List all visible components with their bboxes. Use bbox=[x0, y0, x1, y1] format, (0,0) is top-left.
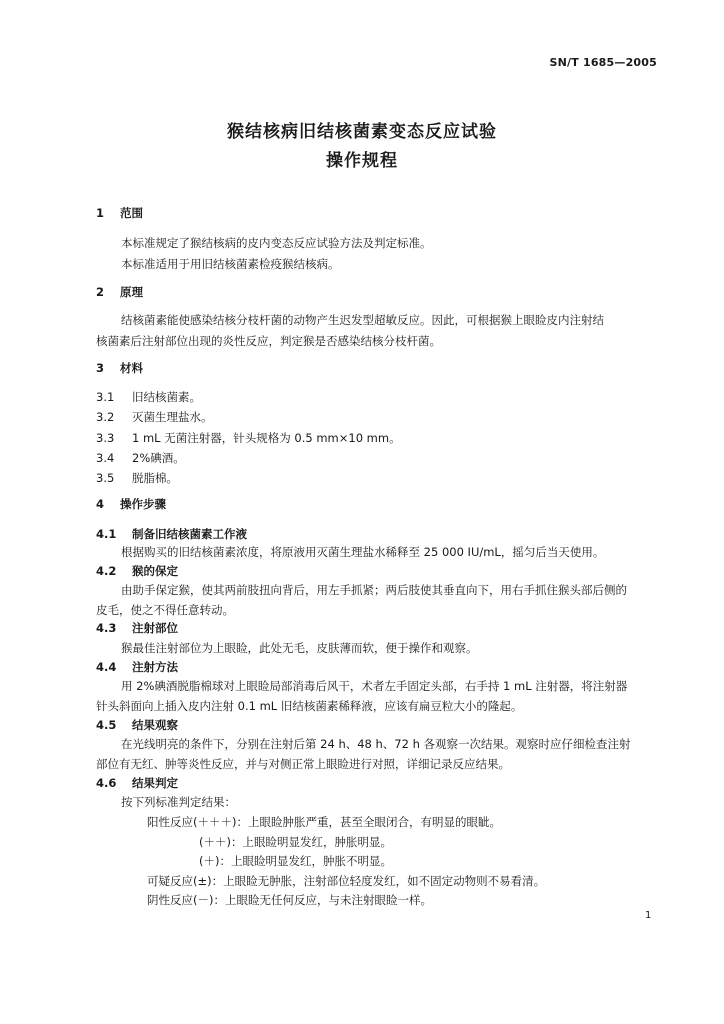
list-item bbox=[96, 430, 661, 446]
subsection-4-4-heading bbox=[96, 659, 661, 675]
paragraph: 由助手保定猴，使其两前肢扭向背后，用左手抓紧；两后肢使其垂直向下，用右手抓住猴头部后侧的 bbox=[121, 583, 627, 597]
paragraph: 部位有无红、肿等炎性反应，并与对侧正常上眼睑进行对照，详细记录反应结果。 bbox=[96, 757, 510, 771]
subsection-4-3-heading bbox=[96, 620, 661, 636]
section-number: 4 bbox=[96, 497, 105, 511]
paragraph: 猴最佳注射部位为上眼睑，此处无毛，皮肤薄而软，便于操作和观察。 bbox=[121, 641, 478, 655]
paragraph: 根据购买的旧结核菌素浓度，将原液用灭菌生理盐水稀释至 25 000 IU/mL，摇匀后当天使用。 bbox=[121, 545, 605, 559]
subsection-number: 4.6 bbox=[96, 776, 117, 790]
page-number: 1 bbox=[645, 910, 652, 921]
subsection-number: 4.3 bbox=[96, 621, 117, 635]
criteria-item: 阴性反应(－)：上眼睑无任何反应，与未注射眼睑一样。 bbox=[147, 893, 432, 907]
item-text: 1 mL 无菌注射器，针头规格为 0.5 mm×10 mm。 bbox=[132, 431, 401, 445]
criteria-item: (＋＋)：上眼睑明显发红，肿胀明显。 bbox=[199, 835, 392, 849]
subsection-number: 4.5 bbox=[96, 718, 117, 732]
item-number: 3.1 bbox=[96, 390, 115, 404]
item-text: 旧结核菌素。 bbox=[132, 390, 201, 404]
subsection-4-2-heading bbox=[96, 563, 661, 579]
document-subtitle: 操作规程 bbox=[326, 151, 398, 171]
criteria-item: (＋)：上眼睑明显发红，肿胀不明显。 bbox=[199, 854, 392, 868]
paragraph: 针头斜面向上插入皮内注射 0.1 mL 旧结核菌素稀释液，应该有扁豆粒大小的隆起。 bbox=[96, 699, 523, 713]
subsection-title: 注射方法 bbox=[132, 660, 178, 674]
section-4-heading bbox=[96, 496, 661, 512]
section-title: 材料 bbox=[120, 361, 144, 375]
list-item bbox=[96, 450, 661, 466]
paragraph: 本标准适用于用旧结核菌素检疫猴结核病。 bbox=[121, 257, 340, 271]
section-number: 3 bbox=[96, 361, 105, 375]
criteria-item: 可疑反应(±)：上眼睑无肿胀，注射部位轻度发红，如不固定动物则不易看清。 bbox=[147, 874, 546, 888]
subsection-number: 4.4 bbox=[96, 660, 117, 674]
item-number: 3.4 bbox=[96, 451, 115, 465]
item-number: 3.3 bbox=[96, 431, 115, 445]
list-item bbox=[96, 389, 661, 405]
list-item bbox=[96, 470, 661, 486]
subsection-title: 结果观察 bbox=[132, 718, 178, 732]
subsection-number: 4.1 bbox=[96, 527, 117, 541]
item-number: 3.5 bbox=[96, 471, 115, 485]
item-text: 脱脂棉。 bbox=[132, 471, 178, 485]
item-text: 灭菌生理盐水。 bbox=[132, 410, 213, 424]
subsection-4-5-heading bbox=[96, 717, 661, 733]
document-title: 猴结核病旧结核菌素变态反应试验 bbox=[227, 122, 497, 142]
paragraph: 结核菌素能使感染结核分枝杆菌的动物产生迟发型超敏反应。因此，可根据猴上眼睑皮内注射结 bbox=[121, 313, 604, 327]
subsection-title: 猴的保定 bbox=[132, 564, 178, 578]
paragraph: 本标准规定了猴结核病的皮内变态反应试验方法及判定标准。 bbox=[121, 236, 432, 250]
paragraph: 在光线明亮的条件下，分别在注射后第 24 h、48 h、72 h 各观察一次结果。观察时应仔细检查注射 bbox=[121, 737, 631, 751]
subsection-number: 4.2 bbox=[96, 564, 117, 578]
paragraph: 用 2%碘酒脱脂棉球对上眼睑局部消毒后风干，术者左手固定头部，右手持 1 mL 注射器，将注射器 bbox=[121, 679, 628, 693]
section-1-heading bbox=[96, 205, 661, 221]
subsection-title: 结果判定 bbox=[132, 776, 178, 790]
item-text: 2%碘酒。 bbox=[132, 451, 185, 465]
subsection-title: 注射部位 bbox=[132, 621, 178, 635]
section-number: 1 bbox=[96, 206, 105, 220]
paragraph: 核菌素后注射部位出现的炎性反应，判定猴是否感染结核分枝杆菌。 bbox=[96, 334, 441, 348]
section-title: 原理 bbox=[120, 285, 144, 299]
criteria-item: 阳性反应(＋＋＋)：上眼睑肿胀严重，甚至全眼闭合，有明显的眼眦。 bbox=[147, 815, 501, 829]
subsection-4-1-heading bbox=[96, 526, 661, 542]
section-title: 操作步骤 bbox=[120, 497, 167, 511]
subsection-title: 制备旧结核菌素工作液 bbox=[132, 527, 247, 541]
section-number: 2 bbox=[96, 285, 105, 299]
item-number: 3.2 bbox=[96, 410, 115, 424]
section-3-heading bbox=[96, 360, 661, 376]
paragraph: 皮毛，使之不得任意转动。 bbox=[96, 603, 234, 617]
subsection-4-6-heading bbox=[96, 775, 661, 791]
paragraph: 按下列标准判定结果： bbox=[121, 795, 236, 809]
section-2-heading bbox=[96, 284, 661, 300]
section-title: 范围 bbox=[120, 206, 144, 220]
standard-code: SN/T 1685—2005 bbox=[549, 56, 657, 69]
list-item bbox=[96, 409, 661, 425]
